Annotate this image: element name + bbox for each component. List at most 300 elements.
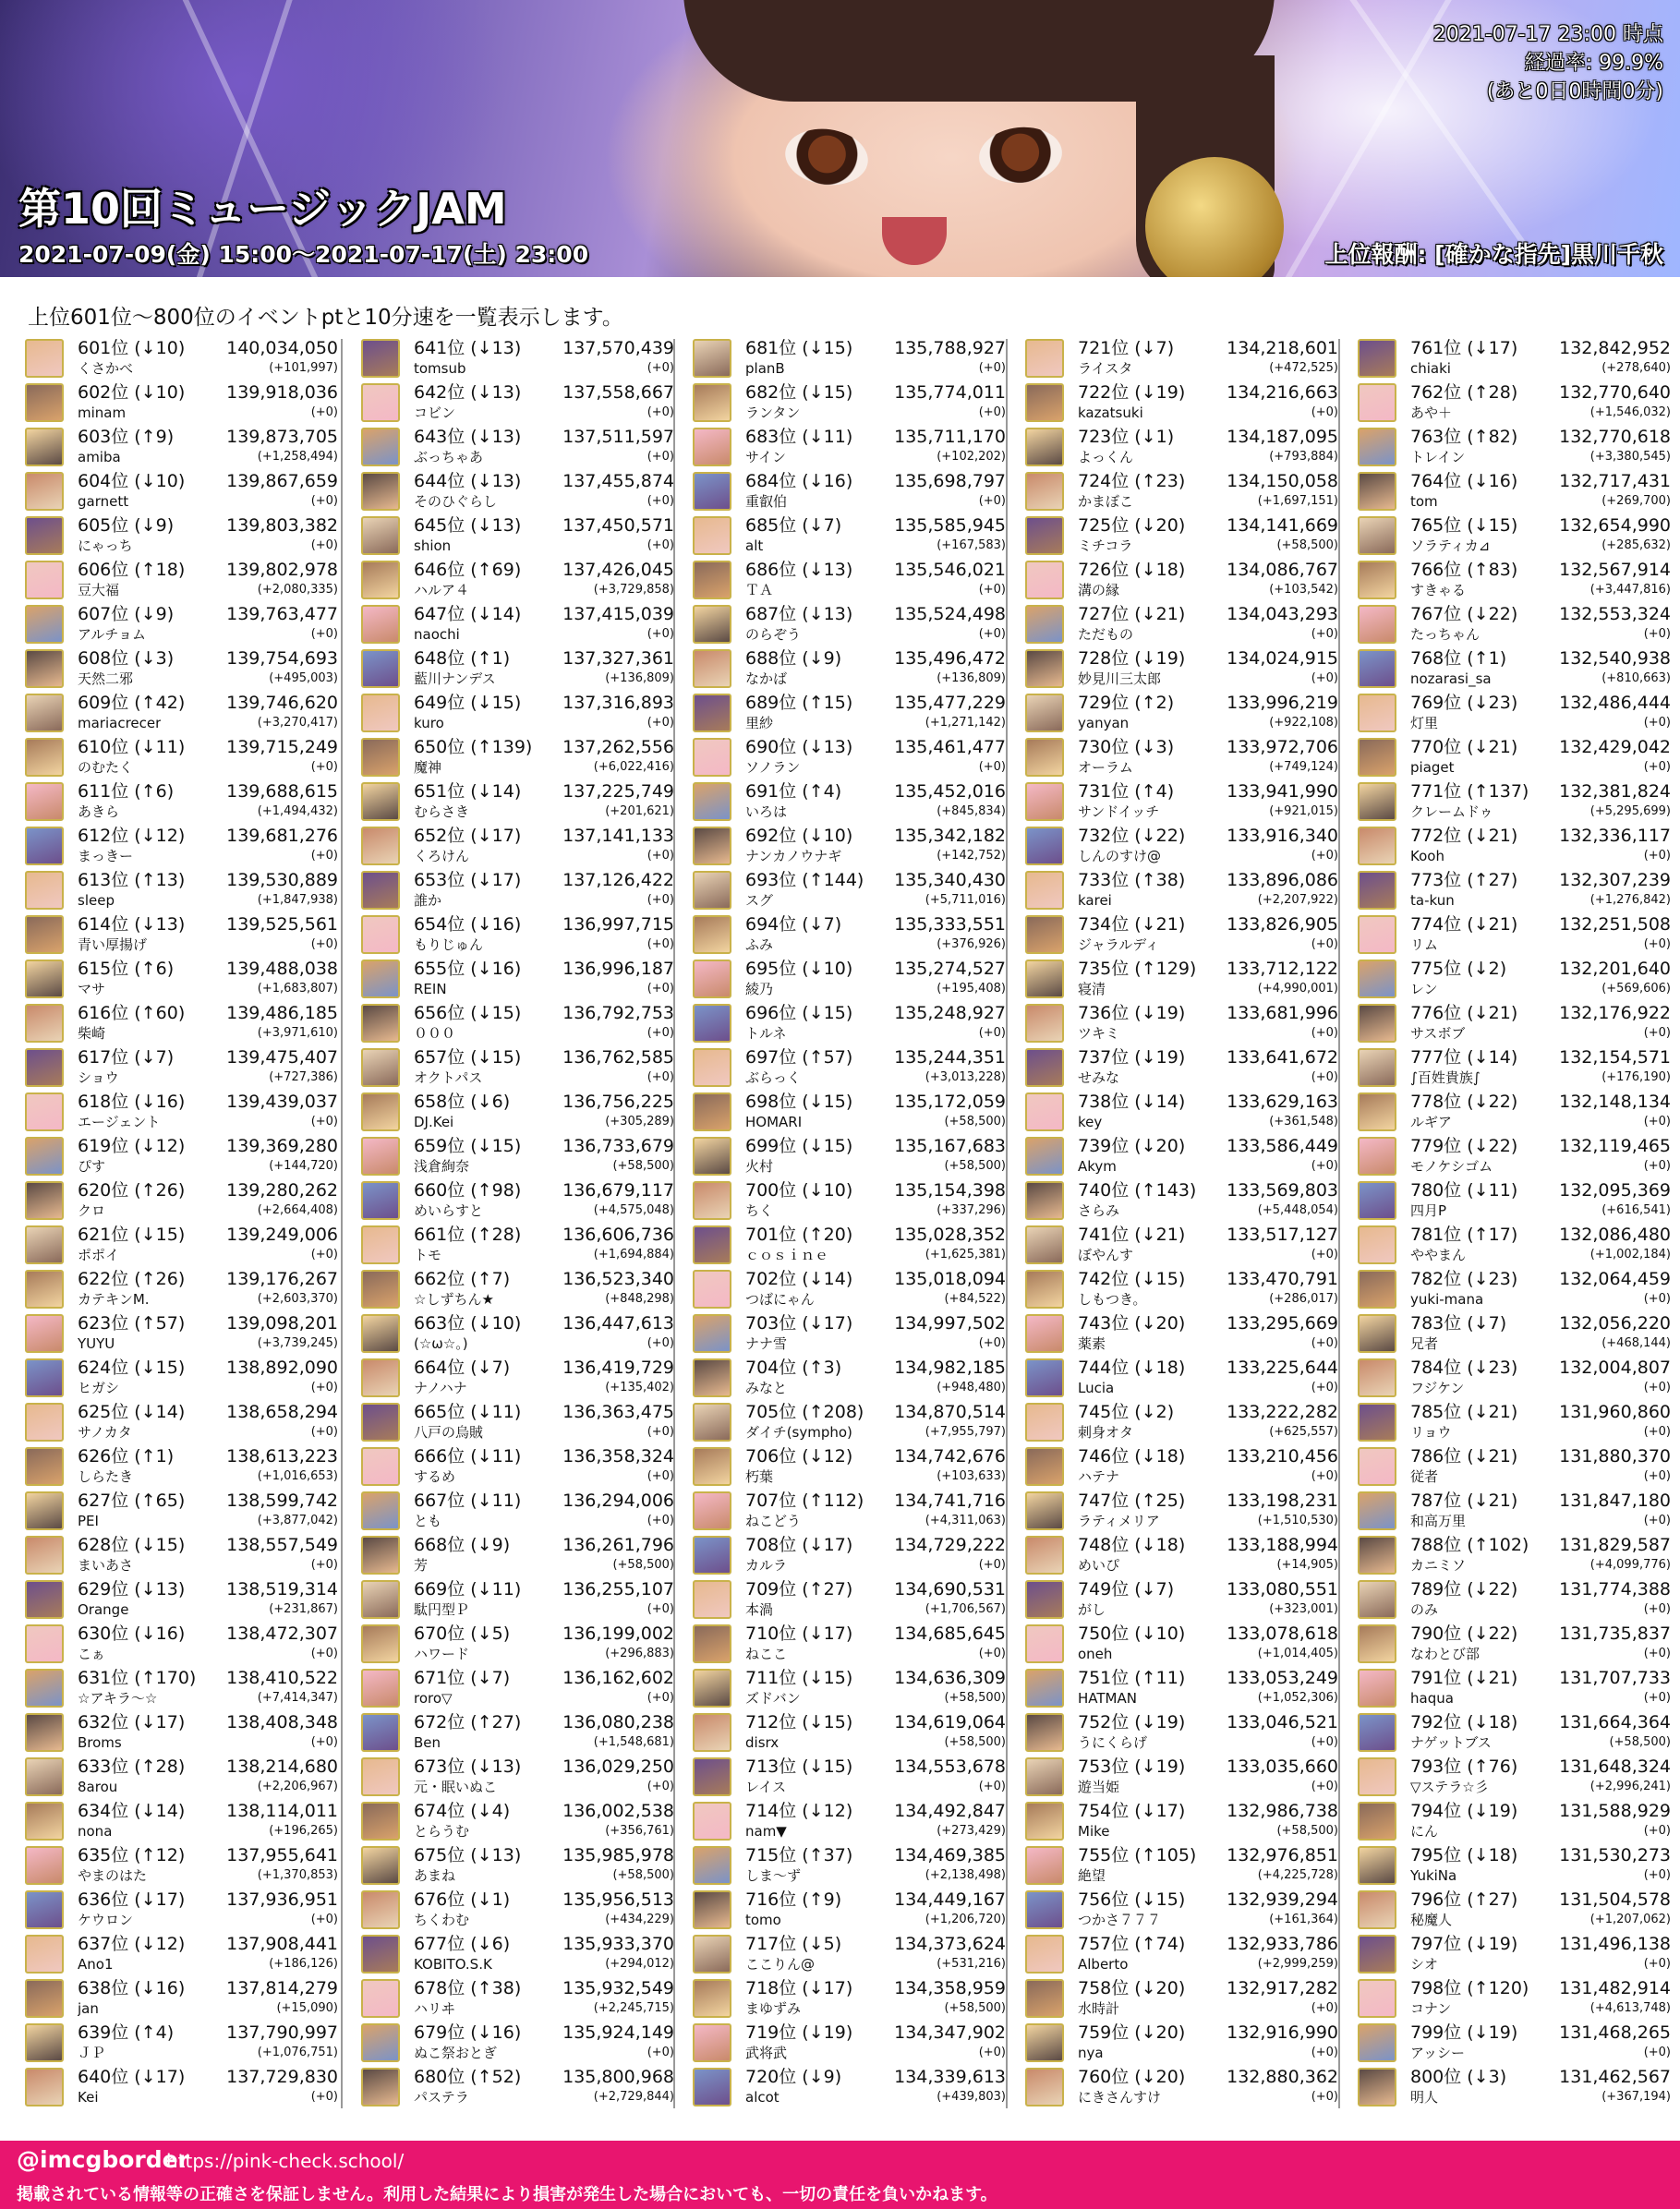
ranking-row[interactable] bbox=[1024, 1310, 1340, 1355]
ten-minute-delta: (+167,583) bbox=[937, 538, 1006, 552]
ranking-row[interactable] bbox=[1357, 1222, 1673, 1266]
rank-label: 670位 (↓5) bbox=[414, 1624, 511, 1644]
player-name: しま～ず bbox=[745, 1867, 802, 1884]
ranking-row[interactable] bbox=[24, 1222, 340, 1266]
rank-label: 631位 (↑170) bbox=[78, 1668, 197, 1688]
ranking-row[interactable] bbox=[1357, 690, 1673, 734]
ranking-row[interactable] bbox=[692, 1443, 1008, 1488]
rank-label: 634位 (↓14) bbox=[78, 1801, 186, 1821]
ranking-row[interactable] bbox=[360, 690, 676, 734]
ranking-row[interactable] bbox=[24, 424, 340, 468]
ranking-row[interactable] bbox=[1024, 513, 1340, 557]
ten-minute-delta: (+58,500) bbox=[1276, 1824, 1338, 1838]
ten-minute-delta: (+1,052,306) bbox=[1257, 1691, 1338, 1705]
ranking-row[interactable] bbox=[1357, 1842, 1673, 1887]
player-avatar bbox=[25, 428, 64, 466]
event-points: 132,119,465 bbox=[1559, 1136, 1671, 1156]
ranking-row[interactable] bbox=[360, 1310, 676, 1355]
ten-minute-delta: (+269,700) bbox=[1601, 494, 1671, 508]
ten-minute-delta: (+1,546,032) bbox=[1589, 405, 1671, 419]
ranking-row[interactable] bbox=[1024, 1488, 1340, 1532]
ranking-row[interactable] bbox=[1357, 1665, 1673, 1709]
event-points: 132,307,239 bbox=[1559, 870, 1671, 890]
ranking-row[interactable] bbox=[1024, 1798, 1340, 1842]
top-reward: 上位報酬: [確かな指先]黒川千秋 bbox=[1324, 241, 1663, 268]
ranking-row[interactable] bbox=[692, 1709, 1008, 1754]
rank-label: 794位 (↓19) bbox=[1410, 1801, 1518, 1821]
ranking-row[interactable] bbox=[24, 956, 340, 1000]
event-points: 133,826,905 bbox=[1227, 914, 1338, 935]
ranking-row[interactable] bbox=[1357, 1133, 1673, 1177]
ten-minute-delta: (+58,500) bbox=[944, 1159, 1006, 1173]
ranking-row[interactable] bbox=[1024, 956, 1340, 1000]
ten-minute-delta: (+0) bbox=[647, 538, 674, 552]
ranking-row[interactable] bbox=[360, 1044, 676, 1089]
ranking-row[interactable] bbox=[1024, 424, 1340, 468]
ranking-row[interactable] bbox=[360, 956, 676, 1000]
rank-label: 738位 (↓14) bbox=[1078, 1092, 1186, 1112]
ranking-row[interactable] bbox=[1357, 734, 1673, 779]
ranking-row[interactable] bbox=[692, 1310, 1008, 1355]
ranking-row[interactable] bbox=[360, 1089, 676, 1133]
ten-minute-delta: (+0) bbox=[1311, 1070, 1338, 1084]
ranking-row[interactable] bbox=[692, 1355, 1008, 1399]
ranking-row[interactable] bbox=[360, 779, 676, 823]
ranking-row[interactable] bbox=[692, 513, 1008, 557]
ranking-row[interactable] bbox=[692, 1044, 1008, 1089]
rank-label: 693位 (↑144) bbox=[745, 870, 864, 890]
ranking-row[interactable] bbox=[1024, 1399, 1340, 1443]
ranking-row[interactable] bbox=[360, 1709, 676, 1754]
ranking-row[interactable] bbox=[24, 1665, 340, 1709]
ranking-row[interactable] bbox=[692, 380, 1008, 424]
ranking-row[interactable] bbox=[24, 1798, 340, 1842]
ranking-row[interactable] bbox=[692, 335, 1008, 380]
event-points: 133,996,219 bbox=[1227, 693, 1338, 713]
rank-label: 694位 (↓7) bbox=[745, 914, 842, 935]
ranking-row[interactable] bbox=[1357, 1310, 1673, 1355]
ranking-row[interactable] bbox=[692, 911, 1008, 956]
event-points: 139,763,477 bbox=[226, 604, 338, 624]
ranking-row[interactable] bbox=[24, 1443, 340, 1488]
ranking-row[interactable] bbox=[1024, 1754, 1340, 1798]
ranking-row[interactable] bbox=[360, 1798, 676, 1842]
ranking-row[interactable] bbox=[360, 1754, 676, 1798]
event-points: 132,976,851 bbox=[1227, 1845, 1338, 1865]
ten-minute-delta: (+323,001) bbox=[1269, 1602, 1338, 1616]
ranking-row[interactable] bbox=[24, 1310, 340, 1355]
ranking-row[interactable] bbox=[1357, 779, 1673, 823]
player-avatar bbox=[25, 1713, 64, 1752]
ranking-row[interactable] bbox=[1024, 1443, 1340, 1488]
ranking-row[interactable] bbox=[24, 823, 340, 867]
ranking-row[interactable] bbox=[1024, 1355, 1340, 1399]
ranking-row[interactable] bbox=[1024, 1887, 1340, 1931]
ten-minute-delta: (+0) bbox=[310, 760, 338, 774]
ranking-row[interactable] bbox=[692, 1133, 1008, 1177]
ranking-row[interactable] bbox=[692, 2064, 1008, 2108]
ranking-row[interactable] bbox=[360, 1576, 676, 1621]
footer-handle[interactable]: @imcgborder bbox=[17, 2146, 189, 2173]
ranking-row[interactable] bbox=[692, 1399, 1008, 1443]
ranking-row[interactable] bbox=[1357, 1488, 1673, 1532]
rank-label: 727位 (↓21) bbox=[1078, 604, 1186, 624]
ten-minute-delta: (+0) bbox=[1311, 937, 1338, 951]
ranking-row[interactable] bbox=[1357, 380, 1673, 424]
ranking-row[interactable] bbox=[1357, 1355, 1673, 1399]
ranking-row[interactable] bbox=[24, 1842, 340, 1887]
player-avatar bbox=[25, 782, 64, 821]
rank-label: 716位 (↑9) bbox=[745, 1889, 842, 1910]
player-name: にん bbox=[1410, 1823, 1439, 1840]
player-avatar bbox=[693, 428, 731, 466]
ranking-row[interactable] bbox=[1357, 335, 1673, 380]
rank-label: 795位 (↓18) bbox=[1410, 1845, 1518, 1865]
ranking-row[interactable] bbox=[24, 1000, 340, 1044]
ranking-row[interactable] bbox=[360, 1000, 676, 1044]
ranking-row[interactable] bbox=[1024, 1000, 1340, 1044]
ranking-row[interactable] bbox=[24, 1133, 340, 1177]
event-points: 134,870,514 bbox=[894, 1402, 1006, 1422]
ten-minute-delta: (+0) bbox=[1311, 671, 1338, 685]
ranking-row[interactable] bbox=[360, 1222, 676, 1266]
ranking-row[interactable] bbox=[1357, 1798, 1673, 1842]
ranking-row[interactable] bbox=[1357, 424, 1673, 468]
ranking-row[interactable] bbox=[1357, 601, 1673, 646]
ranking-row[interactable] bbox=[24, 335, 340, 380]
rank-label: 643位 (↓13) bbox=[414, 427, 522, 447]
ranking-row[interactable] bbox=[692, 468, 1008, 513]
event-points: 134,619,064 bbox=[894, 1712, 1006, 1732]
ranking-row[interactable] bbox=[1357, 1532, 1673, 1576]
ranking-row[interactable] bbox=[360, 424, 676, 468]
ranking-row[interactable] bbox=[692, 1000, 1008, 1044]
ranking-row[interactable] bbox=[692, 1931, 1008, 1975]
ranking-row[interactable] bbox=[1357, 1177, 1673, 1222]
ranking-row[interactable] bbox=[360, 1842, 676, 1887]
player-name: Alberto bbox=[1078, 1956, 1129, 1973]
ranking-row[interactable] bbox=[360, 335, 676, 380]
player-avatar bbox=[25, 1447, 64, 1486]
ranking-row[interactable] bbox=[1024, 734, 1340, 779]
ranking-row[interactable] bbox=[1024, 557, 1340, 601]
ranking-row[interactable] bbox=[360, 2020, 676, 2064]
rank-label: 704位 (↑3) bbox=[745, 1358, 842, 1378]
ten-minute-delta: (+793,884) bbox=[1269, 450, 1338, 464]
ranking-row[interactable] bbox=[24, 2020, 340, 2064]
ranking-row[interactable] bbox=[1357, 1576, 1673, 1621]
ranking-row[interactable] bbox=[360, 1532, 676, 1576]
ranking-row[interactable] bbox=[692, 601, 1008, 646]
player-avatar bbox=[361, 1225, 400, 1264]
ranking-row[interactable] bbox=[692, 646, 1008, 690]
ranking-row[interactable] bbox=[1024, 867, 1340, 911]
ranking-row[interactable] bbox=[1357, 1399, 1673, 1443]
ten-minute-delta: (+0) bbox=[978, 1026, 1006, 1040]
ranking-row[interactable] bbox=[692, 1621, 1008, 1665]
ranking-row[interactable] bbox=[360, 734, 676, 779]
ranking-row[interactable] bbox=[1024, 1177, 1340, 1222]
ranking-row[interactable] bbox=[1024, 1842, 1340, 1887]
player-name: ０００ bbox=[414, 1025, 456, 1042]
player-avatar bbox=[693, 1314, 731, 1353]
rank-label: 632位 (↓17) bbox=[78, 1712, 186, 1732]
ten-minute-delta: (+1,258,494) bbox=[257, 450, 338, 464]
ten-minute-delta: (+749,124) bbox=[1269, 760, 1338, 774]
ranking-row[interactable] bbox=[360, 1443, 676, 1488]
ranking-row[interactable] bbox=[1024, 1089, 1340, 1133]
ten-minute-delta: (+0) bbox=[1643, 1647, 1671, 1660]
ranking-row[interactable] bbox=[1024, 690, 1340, 734]
ranking-row[interactable] bbox=[360, 1355, 676, 1399]
ranking-row[interactable] bbox=[24, 911, 340, 956]
ranking-row[interactable] bbox=[1357, 2020, 1673, 2064]
rank-label: 651位 (↓14) bbox=[414, 781, 522, 802]
ranking-row[interactable] bbox=[692, 1488, 1008, 1532]
player-avatar bbox=[693, 1048, 731, 1087]
event-points: 132,429,042 bbox=[1559, 737, 1671, 757]
footer-url[interactable]: https://pink-check.school/ bbox=[166, 2150, 405, 2172]
ranking-grid bbox=[24, 335, 1671, 2108]
ten-minute-delta: (+0) bbox=[1311, 1780, 1338, 1793]
ranking-row[interactable] bbox=[1357, 1443, 1673, 1488]
ranking-row[interactable] bbox=[1357, 1266, 1673, 1310]
rank-label: 630位 (↓16) bbox=[78, 1624, 186, 1644]
player-name: あや＋ bbox=[1410, 404, 1453, 421]
ranking-row[interactable] bbox=[1024, 2064, 1340, 2108]
ranking-row[interactable] bbox=[24, 1488, 340, 1532]
ranking-row[interactable] bbox=[24, 1532, 340, 1576]
ranking-row[interactable] bbox=[692, 1532, 1008, 1576]
ranking-row[interactable] bbox=[1357, 911, 1673, 956]
ranking-row[interactable] bbox=[1024, 601, 1340, 646]
rank-label: 796位 (↑27) bbox=[1410, 1889, 1518, 1910]
ranking-row[interactable] bbox=[692, 1842, 1008, 1887]
ten-minute-delta: (+3,729,858) bbox=[593, 583, 674, 597]
ranking-row[interactable] bbox=[360, 1621, 676, 1665]
event-points: 139,249,006 bbox=[226, 1225, 338, 1245]
ranking-row[interactable] bbox=[1024, 1621, 1340, 1665]
ranking-row[interactable] bbox=[24, 1709, 340, 1754]
ranking-row[interactable] bbox=[692, 690, 1008, 734]
rank-label: 657位 (↓15) bbox=[414, 1047, 522, 1068]
ranking-row[interactable] bbox=[360, 1399, 676, 1443]
ranking-row[interactable] bbox=[692, 956, 1008, 1000]
ranking-row[interactable] bbox=[1357, 1044, 1673, 1089]
ranking-row[interactable] bbox=[360, 513, 676, 557]
ranking-row[interactable] bbox=[1024, 1931, 1340, 1975]
player-avatar bbox=[361, 738, 400, 777]
ranking-row[interactable] bbox=[692, 557, 1008, 601]
ranking-row[interactable] bbox=[24, 1177, 340, 1222]
ranking-row[interactable] bbox=[1024, 823, 1340, 867]
ranking-row[interactable] bbox=[1024, 1044, 1340, 1089]
event-points: 133,053,249 bbox=[1227, 1668, 1338, 1688]
ranking-row[interactable] bbox=[24, 513, 340, 557]
ranking-row[interactable] bbox=[692, 1089, 1008, 1133]
ranking-row[interactable] bbox=[24, 1089, 340, 1133]
player-avatar bbox=[693, 516, 731, 555]
ranking-row[interactable] bbox=[360, 601, 676, 646]
player-avatar bbox=[1025, 1890, 1064, 1929]
ranking-row[interactable] bbox=[24, 867, 340, 911]
ranking-row[interactable] bbox=[1357, 557, 1673, 601]
event-points: 136,162,602 bbox=[562, 1668, 674, 1688]
ranking-row[interactable] bbox=[692, 1665, 1008, 1709]
ranking-row[interactable] bbox=[692, 867, 1008, 911]
ranking-row[interactable] bbox=[360, 1665, 676, 1709]
ranking-row[interactable] bbox=[360, 911, 676, 956]
ten-minute-delta: (+625,557) bbox=[1269, 1425, 1338, 1439]
ranking-row[interactable] bbox=[24, 1931, 340, 1975]
ranking-row[interactable] bbox=[1024, 380, 1340, 424]
player-name: sleep bbox=[78, 892, 115, 909]
ten-minute-delta: (+58,500) bbox=[944, 2001, 1006, 2015]
event-points: 139,681,276 bbox=[226, 826, 338, 846]
ranking-row[interactable] bbox=[692, 734, 1008, 779]
ranking-row[interactable] bbox=[360, 1177, 676, 1222]
player-avatar bbox=[25, 1181, 64, 1220]
ranking-row[interactable] bbox=[1024, 1266, 1340, 1310]
ranking-row[interactable] bbox=[692, 1177, 1008, 1222]
event-points: 136,447,613 bbox=[562, 1313, 674, 1334]
ranking-row[interactable] bbox=[692, 1975, 1008, 2020]
ranking-row[interactable] bbox=[24, 1576, 340, 1621]
ranking-row[interactable] bbox=[1357, 1621, 1673, 1665]
ranking-row[interactable] bbox=[1024, 1709, 1340, 1754]
ranking-row[interactable] bbox=[1357, 1887, 1673, 1931]
ten-minute-delta: (+0) bbox=[310, 1735, 338, 1749]
ranking-row[interactable] bbox=[692, 424, 1008, 468]
ranking-row[interactable] bbox=[1357, 1000, 1673, 1044]
ranking-row[interactable] bbox=[360, 1975, 676, 2020]
ranking-row[interactable] bbox=[1357, 956, 1673, 1000]
ranking-row[interactable] bbox=[1357, 823, 1673, 867]
player-name: コナン bbox=[1410, 2000, 1452, 2017]
player-avatar bbox=[25, 1004, 64, 1043]
ten-minute-delta: (+0) bbox=[1643, 849, 1671, 863]
ranking-row[interactable] bbox=[24, 1754, 340, 1798]
player-avatar bbox=[25, 1314, 64, 1353]
ranking-row[interactable] bbox=[1024, 335, 1340, 380]
ranking-row[interactable] bbox=[24, 779, 340, 823]
ranking-row[interactable] bbox=[24, 557, 340, 601]
rank-label: 786位 (↓21) bbox=[1410, 1446, 1518, 1467]
player-avatar bbox=[361, 1979, 400, 2018]
ranking-row[interactable] bbox=[1357, 1089, 1673, 1133]
ranking-row[interactable] bbox=[1024, 1576, 1340, 1621]
ranking-row[interactable] bbox=[1357, 1754, 1673, 1798]
ranking-row[interactable] bbox=[692, 1266, 1008, 1310]
ranking-row[interactable] bbox=[1024, 779, 1340, 823]
ranking-row[interactable] bbox=[24, 1975, 340, 2020]
ranking-row[interactable] bbox=[1024, 646, 1340, 690]
ranking-row[interactable] bbox=[1024, 468, 1340, 513]
ranking-row[interactable] bbox=[24, 1399, 340, 1443]
ranking-row[interactable] bbox=[692, 1754, 1008, 1798]
ranking-row[interactable] bbox=[1357, 1931, 1673, 1975]
ranking-row[interactable] bbox=[24, 1621, 340, 1665]
event-points: 132,064,459 bbox=[1559, 1269, 1671, 1289]
ranking-row[interactable] bbox=[24, 1266, 340, 1310]
player-name: ta-kun bbox=[1410, 892, 1455, 909]
ranking-row[interactable] bbox=[1024, 1133, 1340, 1177]
ranking-row[interactable] bbox=[24, 380, 340, 424]
ranking-row[interactable] bbox=[1024, 911, 1340, 956]
ranking-row[interactable] bbox=[692, 823, 1008, 867]
ranking-row[interactable] bbox=[1357, 513, 1673, 557]
ranking-row[interactable] bbox=[692, 1222, 1008, 1266]
ranking-row[interactable] bbox=[360, 1133, 676, 1177]
ranking-row[interactable] bbox=[1024, 2020, 1340, 2064]
ranking-row[interactable] bbox=[1357, 468, 1673, 513]
ranking-row[interactable] bbox=[360, 468, 676, 513]
player-avatar bbox=[361, 516, 400, 555]
ranking-row[interactable] bbox=[360, 867, 676, 911]
rank-label: 754位 (↓17) bbox=[1078, 1801, 1186, 1821]
ranking-row[interactable] bbox=[360, 1887, 676, 1931]
ranking-row[interactable] bbox=[24, 734, 340, 779]
ranking-row[interactable] bbox=[360, 1266, 676, 1310]
event-points: 139,802,978 bbox=[226, 560, 338, 580]
ranking-row[interactable] bbox=[360, 1931, 676, 1975]
rank-label: 665位 (↓11) bbox=[414, 1402, 522, 1422]
ranking-row[interactable] bbox=[692, 1798, 1008, 1842]
ranking-row[interactable] bbox=[1024, 1222, 1340, 1266]
ranking-row[interactable] bbox=[360, 2064, 676, 2108]
player-name: ∫百姓貴族∫ bbox=[1410, 1069, 1481, 1086]
ranking-row[interactable] bbox=[24, 690, 340, 734]
player-avatar bbox=[1358, 561, 1396, 599]
ranking-row[interactable] bbox=[24, 601, 340, 646]
player-name: クロ bbox=[78, 1202, 106, 1219]
player-name: 絶望 bbox=[1078, 1867, 1106, 1884]
player-name: フジケン bbox=[1410, 1380, 1465, 1396]
ranking-row[interactable] bbox=[360, 646, 676, 690]
ranking-row[interactable] bbox=[24, 1044, 340, 1089]
ranking-row[interactable] bbox=[692, 1576, 1008, 1621]
ranking-row[interactable] bbox=[1357, 1709, 1673, 1754]
rank-label: 752位 (↓19) bbox=[1078, 1712, 1186, 1732]
ranking-row[interactable] bbox=[1357, 2064, 1673, 2108]
ranking-row[interactable] bbox=[692, 1887, 1008, 1931]
ten-minute-delta: (+439,803) bbox=[937, 2090, 1006, 2104]
event-points: 132,201,640 bbox=[1559, 959, 1671, 979]
ranking-row[interactable] bbox=[24, 1887, 340, 1931]
ranking-row[interactable] bbox=[360, 823, 676, 867]
ranking-row[interactable] bbox=[1357, 1975, 1673, 2020]
player-name: たっちゃん bbox=[1410, 626, 1481, 643]
ten-minute-delta: (+305,289) bbox=[605, 1115, 674, 1129]
ranking-row[interactable] bbox=[24, 1355, 340, 1399]
ranking-row[interactable] bbox=[1357, 646, 1673, 690]
ranking-row[interactable] bbox=[24, 468, 340, 513]
ranking-row[interactable] bbox=[692, 779, 1008, 823]
player-name: 和高万里 bbox=[1410, 1513, 1467, 1529]
ranking-row[interactable] bbox=[1024, 1975, 1340, 2020]
ranking-row[interactable] bbox=[1357, 867, 1673, 911]
ranking-row[interactable] bbox=[1024, 1665, 1340, 1709]
ranking-row[interactable] bbox=[692, 2020, 1008, 2064]
player-avatar bbox=[1025, 1004, 1064, 1043]
ranking-row[interactable] bbox=[24, 646, 340, 690]
ranking-row[interactable] bbox=[1024, 1532, 1340, 1576]
event-points: 135,956,513 bbox=[562, 1889, 674, 1910]
ranking-row[interactable] bbox=[360, 380, 676, 424]
ranking-row[interactable] bbox=[24, 2064, 340, 2108]
ranking-row[interactable] bbox=[360, 557, 676, 601]
ranking-row[interactable] bbox=[360, 1488, 676, 1532]
